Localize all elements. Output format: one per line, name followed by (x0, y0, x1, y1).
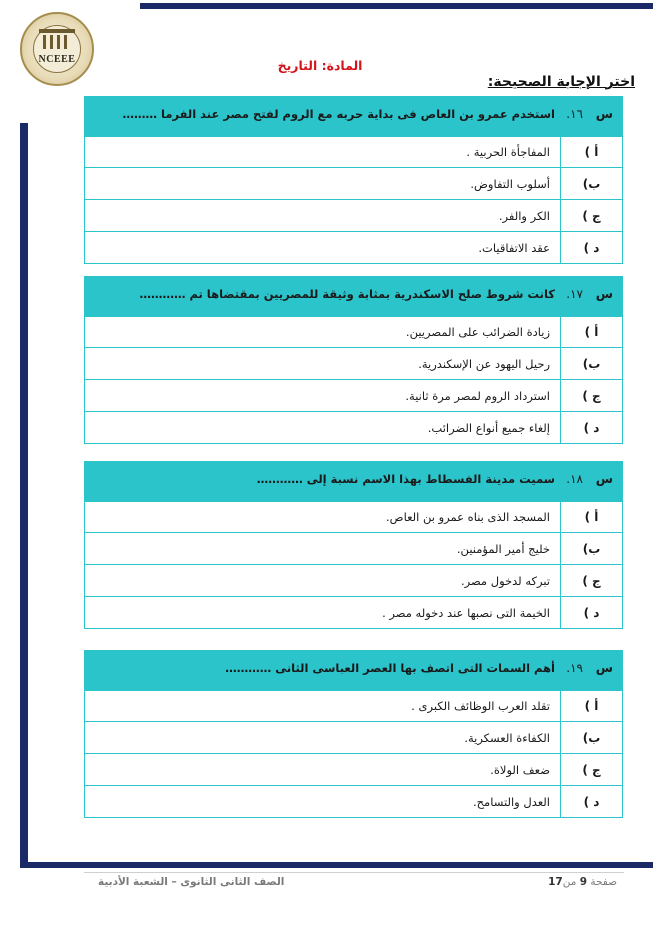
option-row[interactable] (85, 380, 622, 412)
option-text: زيادة الضرائب على المصريين. (405, 325, 550, 339)
option-text: عقد الاتفاقيات. (478, 240, 550, 255)
options-list (84, 316, 623, 444)
option-row[interactable] (85, 168, 622, 200)
subject-title: المادة: التاريخ (277, 58, 363, 73)
page-word: صفحة (590, 876, 617, 888)
question-label: س (595, 660, 613, 675)
option-letter: ب) (560, 348, 622, 379)
question-block (84, 461, 623, 629)
option-row[interactable] (85, 348, 622, 380)
logo-building-icon (41, 33, 73, 49)
option-row[interactable] (85, 232, 622, 264)
question-text: أهم السمات التى اتصف بها العصر العباسى الثانى ………… (225, 661, 555, 675)
option-text: رحيل اليهود عن الإسكندرية. (418, 356, 550, 371)
option-text: خليج أمير المؤمنين. (456, 541, 550, 556)
option-text: الكفاءة العسكرية. (464, 730, 550, 745)
question-header (84, 461, 623, 501)
option-text: العدل والتسامح. (472, 794, 550, 809)
option-row[interactable] (85, 754, 622, 786)
option-text: المسجد الذى بناه عمرو بن العاص. (386, 510, 550, 524)
option-letter: ج ) (560, 380, 622, 411)
option-letter: ب) (560, 168, 622, 199)
option-row[interactable] (85, 501, 622, 533)
question-header (84, 650, 623, 690)
page-number (548, 876, 617, 888)
question-text: استخدم عمرو بن العاص فى بداية حربه مع الروم لفتح مصر عند الفرما ……… (122, 107, 555, 121)
options-list (84, 136, 623, 264)
question-block (84, 96, 623, 264)
option-row[interactable] (85, 533, 622, 565)
question-header (84, 276, 623, 316)
option-letter: ب) (560, 722, 622, 753)
option-letter: أ ) (560, 502, 622, 532)
option-row[interactable] (85, 200, 622, 232)
page-current: 9 (579, 876, 588, 888)
footer-divider (84, 872, 624, 873)
option-row[interactable] (85, 597, 622, 629)
option-text: ضعف الولاة. (490, 762, 550, 777)
question-block (84, 276, 623, 444)
option-row[interactable] (85, 136, 622, 168)
option-letter: د ) (560, 232, 622, 263)
page-frame-left (20, 3, 28, 867)
option-letter: ب) (560, 533, 622, 564)
option-letter: أ ) (560, 691, 622, 721)
option-letter: د ) (560, 786, 622, 817)
page-total: 17 (548, 876, 563, 888)
instruction-heading: اختر الإجابة الصحيحة: (487, 74, 635, 90)
question-text: سميت مدينة الفسطاط بهذا الاسم نسبة إلى ………… (256, 472, 555, 486)
question-label: س (595, 286, 613, 301)
option-text: إلغاء جميع أنواع الضرائب. (427, 420, 550, 435)
option-row[interactable] (85, 722, 622, 754)
nceee-logo (20, 12, 94, 86)
logo-text: NCEEE (38, 54, 76, 65)
option-letter: أ ) (560, 317, 622, 347)
option-row[interactable] (85, 690, 622, 722)
option-letter: ج ) (560, 565, 622, 596)
page-of-word: من (562, 876, 577, 888)
grade-label: الصف الثانى الثانوى – الشعبة الأدبية (98, 876, 285, 888)
question-label: س (595, 106, 613, 121)
option-text: تقلد العرب الوظائف الكبرى . (411, 699, 550, 713)
option-text: الكر والفر. (498, 208, 550, 223)
option-letter: د ) (560, 412, 622, 443)
question-number: ١٩. (566, 661, 583, 675)
option-text: تبركه لدخول مصر. (460, 573, 550, 588)
option-letter: د ) (560, 597, 622, 628)
question-number: ١٧. (566, 287, 583, 301)
question-block (84, 650, 623, 818)
option-text: استرداد الروم لمصر مرة ثانية. (405, 388, 550, 403)
question-number: ١٨. (566, 472, 583, 486)
option-letter: ج ) (560, 754, 622, 785)
options-list (84, 690, 623, 818)
question-label: س (595, 471, 613, 486)
options-list (84, 501, 623, 629)
option-row[interactable] (85, 412, 622, 444)
option-letter: أ ) (560, 137, 622, 167)
option-text: أسلوب التفاوض. (470, 176, 550, 191)
option-letter: ج ) (560, 200, 622, 231)
option-row[interactable] (85, 565, 622, 597)
question-text: كانت شروط صلح الاسكندرية بمثابة وثيقة للمصريين بمقتضاها تم ………… (139, 287, 555, 301)
option-row[interactable] (85, 316, 622, 348)
option-row[interactable] (85, 786, 622, 818)
question-number: ١٦. (566, 107, 583, 121)
question-header (84, 96, 623, 136)
option-text: المفاجأة الحربية . (466, 145, 550, 159)
option-text: الخيمة التى نصبها عند دخوله مصر . (382, 605, 550, 620)
page-frame-bottom (20, 862, 653, 868)
